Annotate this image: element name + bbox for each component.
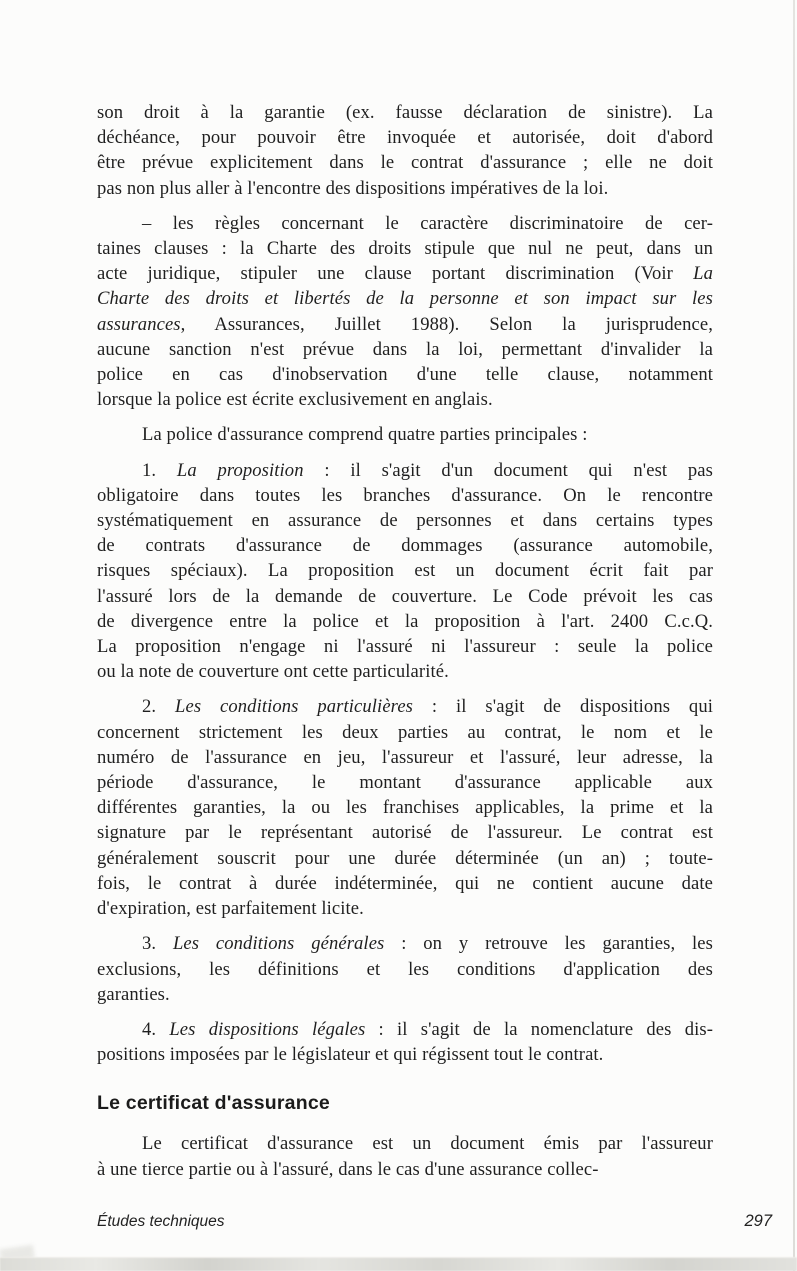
text-line: 2. Les conditions particulières : il s'agit de dispositions qui: [142, 696, 713, 718]
text-line: être prévue explicitement dans le contrat d'assurance ; elle ne doit: [97, 152, 713, 174]
paragraph: [97, 211, 713, 413]
text-body: [97, 100, 713, 1192]
text-line: l'assuré lors de la demande de couverture. Le Code prévoit les cas: [97, 585, 713, 607]
paragraph: [97, 1017, 713, 1067]
paragraph: [97, 694, 713, 921]
text-line: – les règles concernant le caractère discriminatoire de cer-: [142, 212, 713, 234]
page-footer: [97, 1212, 772, 1231]
page-number: 297: [744, 1212, 772, 1230]
text-line: systématiquement en assurance de personnes et dans certains types: [97, 510, 713, 532]
text-line: numéro de l'assurance en jeu, l'assureur et l'assuré, leur adresse, la: [97, 746, 713, 768]
paragraph: [97, 100, 713, 201]
paragraph: [97, 422, 713, 447]
paragraph: [97, 931, 713, 1007]
scan-edge-bottom: [0, 1257, 797, 1271]
text-line: différentes garanties, la ou les franchises applicables, la prime et la: [97, 797, 713, 819]
text-line: d'expiration, est parfaitement licite.: [97, 898, 364, 920]
text-line: pas non plus aller à l'encontre des dispositions impératives de la loi.: [97, 177, 609, 199]
text-line: son droit à la garantie (ex. fausse déclaration de sinistre). La: [97, 102, 713, 123]
text-line: 4. Les dispositions légales : il s'agit de la nomenclature des dis-: [142, 1018, 713, 1040]
text-line: concernent strictement les deux parties au contrat, le nom et le: [97, 721, 713, 743]
text-line: 1. La proposition : il s'agit d'un document qui n'est pas: [142, 459, 713, 481]
text-line: généralement souscrit pour une durée déterminée (un an) ; toute-: [97, 847, 713, 869]
text-line: positions imposées par le législateur et qui régissent tout le contrat.: [97, 1044, 604, 1066]
text-line: lorsque la police est écrite exclusivement en anglais.: [97, 389, 493, 411]
text-line: Le certificat d'assurance est un document émis par l'assureur: [142, 1133, 713, 1155]
text-line: La police d'assurance comprend quatre parties principales :: [142, 424, 588, 446]
text-line: déchéance, pour pouvoir être invoquée et autorisée, doit d'abord: [97, 127, 713, 149]
text-line: période d'assurance, le montant d'assurance applicable aux: [97, 772, 713, 794]
text-line: de contrats d'assurance de dommages (assurance automobile,: [97, 535, 713, 557]
text-line: Charte des droits et libertés de la personne et son impact sur les: [97, 288, 713, 310]
text-line: acte juridique, stipuler une clause portant discrimination (Voir La: [97, 263, 713, 285]
text-line: garanties.: [97, 983, 170, 1005]
footer-section-title: Études techniques: [97, 1213, 225, 1230]
text-line: taines clauses : la Charte des droits stipule que nul ne peut, dans un: [97, 238, 713, 260]
text-line: assurances, Assurances, Juillet 1988). Selon la jurisprudence,: [97, 313, 713, 335]
section-heading: Le certificat d'assurance: [97, 1092, 330, 1115]
text-line: de divergence entre la police et la proposition à l'art. 2400 C.c.Q.: [97, 610, 713, 632]
text-line: fois, le contrat à durée indéterminée, qui ne contient aucune date: [97, 872, 713, 894]
text-line: 3. Les conditions générales : on y retrouve les garanties, les: [142, 933, 713, 955]
text-line: ou la note de couverture ont cette particularité.: [97, 661, 449, 683]
text-line: aucune sanction n'est prévue dans la loi, permettant d'invalider la: [97, 338, 713, 360]
text-line: police en cas d'inobservation d'une telle clause, notamment: [97, 364, 713, 386]
paragraph: [97, 1131, 713, 1181]
text-line: à une tierce partie ou à l'assuré, dans le cas d'une assurance collec-: [97, 1158, 599, 1180]
paragraph: [97, 458, 713, 685]
text-line: La proposition n'engage ni l'assuré ni l'assureur : seule la police: [97, 636, 713, 658]
scan-edge-right: [793, 0, 795, 1271]
text-line: obligatoire dans toutes les branches d'assurance. On le rencontre: [97, 484, 713, 506]
text-line: signature par le représentant autorisé de l'assureur. Le contrat est: [97, 822, 713, 844]
text-line: risques spéciaux). La proposition est un document écrit fait par: [97, 560, 713, 582]
text-line: exclusions, les définitions et les conditions d'application des: [97, 958, 713, 980]
